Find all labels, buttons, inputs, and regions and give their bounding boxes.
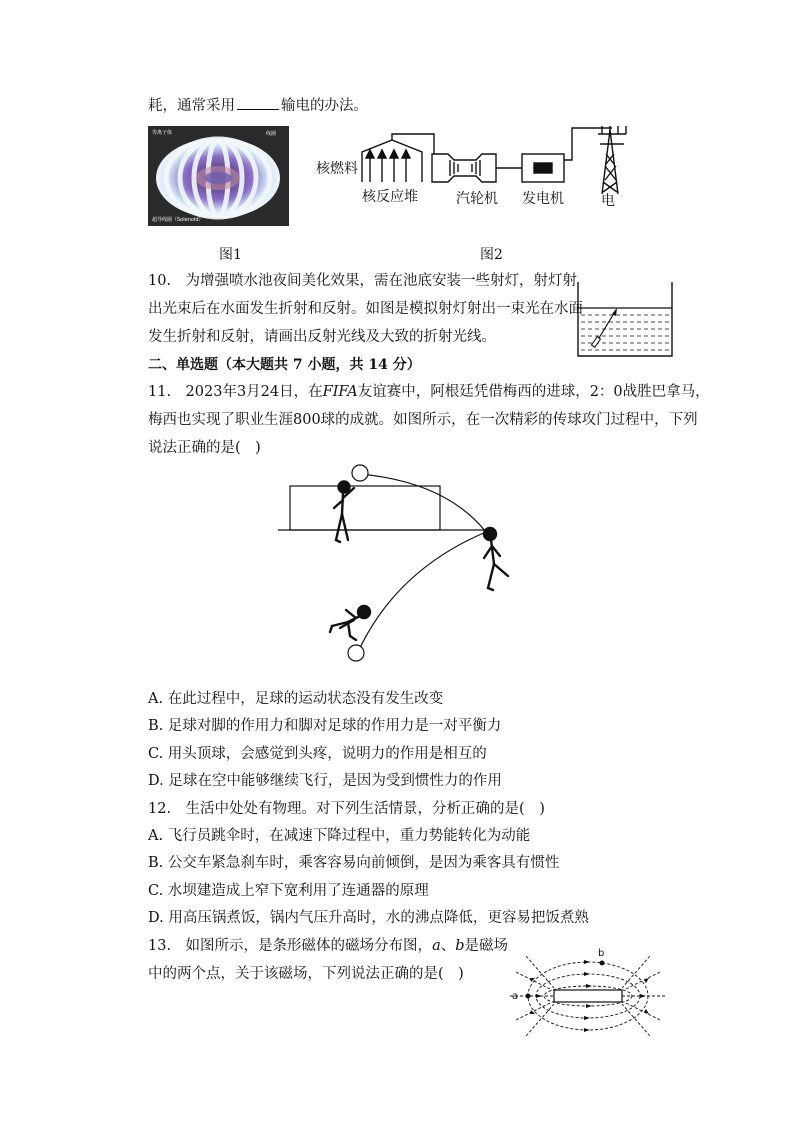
q11-fifa: FIFA <box>322 384 358 400</box>
q13-var-a: a <box>432 938 441 954</box>
q11-line-3: 说法正确的是( ) <box>148 440 261 456</box>
q11-option-a[interactable]: A. 在此过程中，足球的运动状态没有发生改变 <box>148 691 444 707</box>
figure-1-caption: 图1 <box>219 247 242 263</box>
q10-line-2: 出光束后在水面发生折射和反射。如图是模拟射灯射出一束光在水面 <box>148 301 583 317</box>
q12-option-b[interactable]: B. 公交车紧急刹车时，乘客容易向前倾倒，是因为乘客具有惯性 <box>148 855 560 871</box>
q9-answer-blank[interactable] <box>237 95 279 110</box>
q9-line <box>148 95 368 116</box>
fig2-label-generator: 发电机 <box>522 191 564 207</box>
q13-line-1 <box>148 936 508 956</box>
q10-line-3: 发生折射和反射，请画出反射光线及大致的折射光线。 <box>148 329 496 345</box>
figure-2-caption: 图2 <box>480 247 503 263</box>
q12-option-d[interactable]: D. 用高压锅煮饭，锅内气压升高时，水的沸点降低，更容易把饭煮熟 <box>148 910 589 926</box>
q11-line-1-a: 11. 2023年3月24日，在 <box>148 384 323 400</box>
q13-line-1-b: 是磁场 <box>464 938 509 954</box>
figure-1-image <box>148 126 289 226</box>
q13-line-2: 中的两个点，关于该磁场，下列说法正确的是( ) <box>148 966 464 982</box>
q13-line-1-a: 13. 如图所示，是条形磁体的磁场分布图， <box>148 938 433 954</box>
fig2-label-turbine: 汽轮机 <box>456 191 498 207</box>
q11-line-1-b: 友谊赛中，阿根廷凭借梅西的进球，2：0战胜巴拿马， <box>357 384 710 400</box>
q10-water-tank-figure[interactable] <box>573 280 677 360</box>
q11-line-2: 梅西也实现了职业生涯800球的成就。如图所示，在一次精彩的传球攻门过程中，下列 <box>148 412 698 428</box>
fig1-label-plasma: 等离子体 <box>152 130 173 136</box>
q11-soccer-figure <box>276 460 521 665</box>
section-2-heading: 二、单选题（本大题共 7 小题，共 14 分） <box>148 357 421 373</box>
q10-line-1: 10. 为增强喷水池夜间美化效果，需在池底安装一些射灯，射灯射 <box>148 273 578 289</box>
fig1-label-coil: 线圈 <box>266 131 277 137</box>
q11-option-b[interactable]: B. 足球对脚的作用力和脚对足球的作用力是一对平衡力 <box>148 718 502 734</box>
q11-option-c[interactable]: C. 用头顶球，会感觉到头疼，说明力的作用是相互的 <box>148 746 487 762</box>
q12-option-a[interactable]: A. 飞行员跳伞时，在减速下降过程中，重力势能转化为动能 <box>148 828 531 844</box>
fig2-label-reactor: 核反应堆 <box>362 189 418 205</box>
fig2-label-fuel: 核燃料 <box>316 161 358 177</box>
q13-var-b: b <box>455 938 465 954</box>
q13-point-a-label: a <box>512 991 519 1002</box>
q13-point-b-label: b <box>598 948 605 959</box>
fig1-label-solenoid: 超导线圈（Solenoid） <box>152 217 204 223</box>
q9-text-before: 耗，通常采用 <box>148 98 235 114</box>
q11-line-1 <box>148 382 710 402</box>
q13-magnet-field-figure <box>508 944 668 1048</box>
q12-stem: 12. 生活中处处有物理。对下列生活情景，分析正确的是( ) <box>148 801 545 817</box>
q9-text-after: 输电的办法。 <box>281 98 368 114</box>
fig2-label-electricity: 电 <box>601 193 615 209</box>
q11-option-d[interactable]: D. 足球在空中能够继续飞行，是因为受到惯性力的作用 <box>148 773 502 789</box>
q12-option-c[interactable]: C. 水坝建造成上窄下宽利用了连通器的原理 <box>148 883 429 899</box>
q13-sep: 、 <box>440 938 456 954</box>
